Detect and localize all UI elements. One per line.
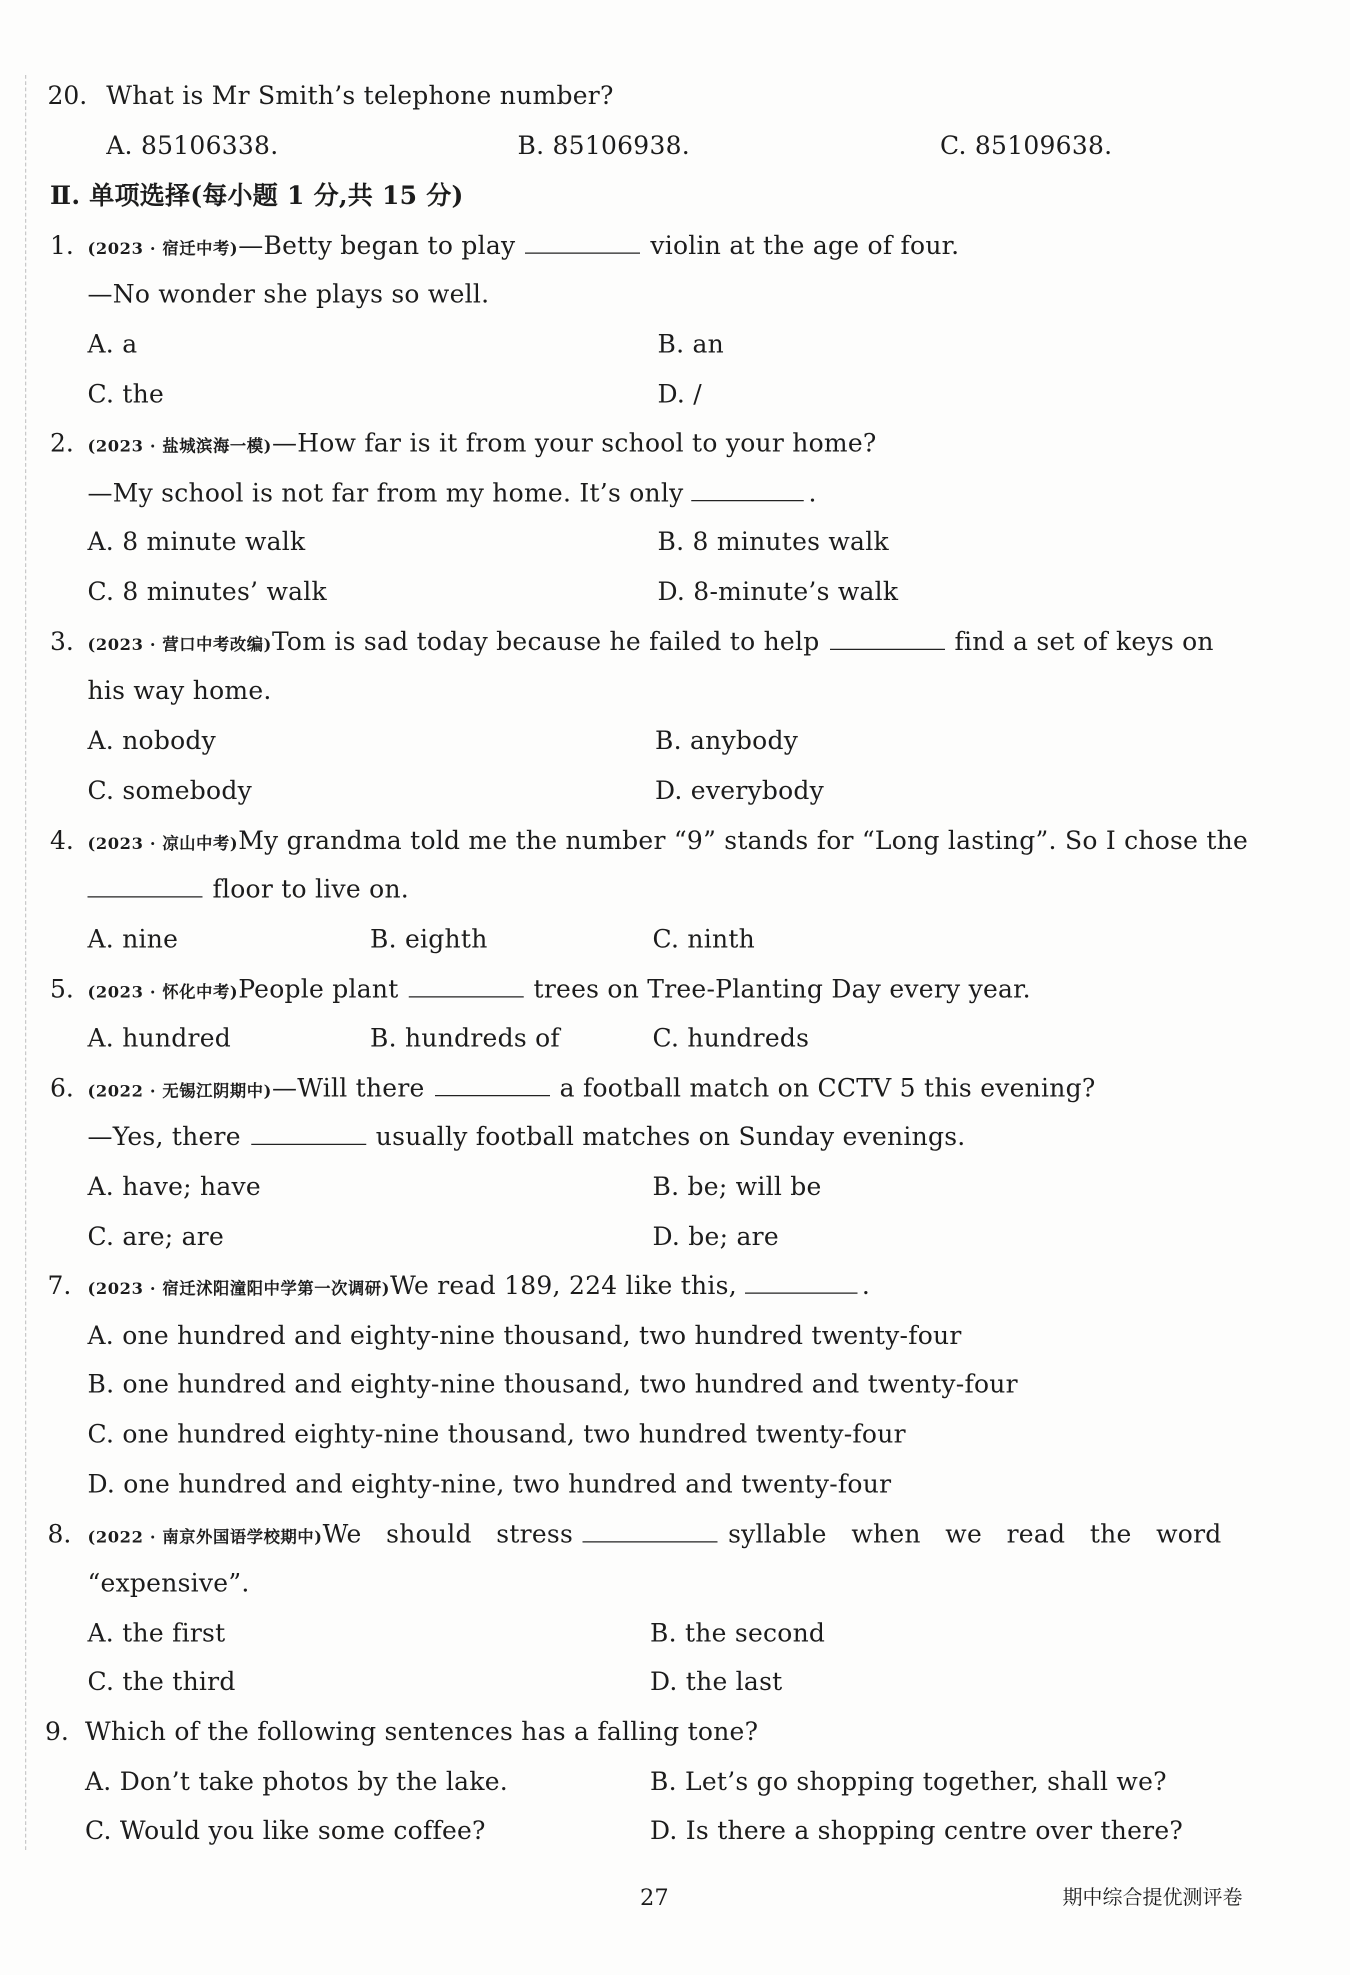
option-a: A. Don’t take photos by the lake. [85,1766,508,1797]
binding-margin-line [25,75,26,1850]
answer-blank [583,1519,718,1543]
answer-blank [525,230,640,254]
option-c: C. are; are [87,1221,225,1252]
option-b: B. an [657,328,725,359]
section-heading: Ⅱ. 单项选择(每小题 1 分,共 15 分) [50,180,464,210]
option-b: B. be; will be [652,1171,822,1202]
option-c: C. Would you like some coffee? [85,1815,486,1845]
question-number: 3. [50,626,74,657]
option-a: A. 85106338. [106,130,279,160]
source-tag: (2022 · 无锡江阴期中) [87,1082,272,1102]
option-a: A. one hundred and eighty-nine thousand, two hundred twenty-four [87,1320,962,1350]
question-line: —Yes, there usually football matches on Sunday evenings. [87,1121,966,1152]
question-stem: (2023 · 营口中考改编)Tom is sad today because he failed to help find a set of keys on [87,626,1214,657]
question-line: —No wonder she plays so well. [87,278,490,309]
option-b: B. Let’s go shopping together, shall we? [650,1766,1167,1797]
question-stem: (2023 · 怀化中考)People plant trees on Tree-Planting Day every year. [87,973,1031,1004]
question-stem: (2022 · 南京外国语学校期中)We should stress syllable when we read the word [87,1518,1222,1549]
source-tag: (2023 · 宿迁沭阳潼阳中学第一次调研) [87,1280,391,1299]
answer-blank [251,1121,366,1145]
answer-blank [88,874,203,898]
option-a: A. nine [87,923,179,954]
answer-blank [691,478,804,502]
source-tag: (2023 · 怀化中考) [87,983,239,1003]
question-stem: What is Mr Smith’s telephone number? [106,80,614,110]
option-b: B. the second [650,1617,826,1648]
question-number: 8. [47,1518,72,1549]
option-d: D. 8-minute’s walk [657,576,899,607]
question-number: 4. [50,825,74,855]
option-d: D. / [657,378,702,409]
option-c: C. 85109638. [940,130,1113,160]
option-d: D. Is there a shopping centre over there? [650,1815,1184,1845]
question-number: 1. [50,230,74,260]
footer-title: 期中综合提优测评卷 [1062,1885,1243,1909]
option-a: A. hundred [87,1022,232,1053]
option-d: D. be; are [652,1221,779,1252]
source-tag: (2022 · 南京外国语学校期中) [87,1528,323,1548]
option-a: A. nobody [87,725,217,755]
question-number: 5. [50,973,74,1004]
option-a: A. 8 minute walk [87,526,306,557]
option-c: C. ninth [652,923,755,954]
question-number: 2. [50,427,74,458]
question-stem: (2023 · 盐城滨海一模)—How far is it from your school to your home? [87,427,877,458]
option-b: B. 8 minutes walk [657,526,889,557]
question-number: 7. [47,1270,72,1300]
option-c: C. the [87,378,165,409]
question-stem: (2023 · 宿迁中考)—Betty began to play violin at the age of four. [87,230,960,260]
option-b: B. anybody [655,725,799,755]
option-d: D. one hundred and eighty-nine, two hundred and twenty-four [87,1468,892,1499]
source-tag: (2023 · 盐城滨海一模) [87,437,272,457]
question-line: his way home. [87,675,272,705]
option-c: C. hundreds [652,1022,810,1053]
question-number: 6. [50,1072,74,1103]
question-line: floor to live on. [88,873,410,906]
option-a: A. a [87,328,138,359]
option-d: D. the last [650,1666,783,1697]
source-tag: (2023 · 凉山中考) [87,835,239,854]
option-c: C. 8 minutes’ walk [87,576,327,607]
question-stem: (2023 · 凉山中考)My grandma told me the number “9” stands for “Long lasting”. So I chose the [87,825,1249,855]
option-a: A. have; have [87,1171,261,1202]
question-line: —My school is not far from my home. It’s only . [87,477,817,508]
option-b: B. 85106938. [517,130,690,160]
option-b: B. hundreds of [370,1022,560,1053]
question-number: 9. [45,1716,69,1747]
question-stem: Which of the following sentences has a falling tone? [85,1716,759,1747]
option-d: D. everybody [655,775,825,805]
source-tag: (2023 · 宿迁中考) [87,240,239,259]
option-c: C. one hundred eighty-nine thousand, two hundred twenty-four [87,1418,906,1449]
option-b: B. one hundred and eighty-nine thousand, two hundred and twenty-four [87,1368,1018,1399]
page-number: 27 [640,1885,669,1912]
question-stem: (2023 · 宿迁沭阳潼阳中学第一次调研)We read 189, 224 like this, . [87,1270,871,1300]
answer-blank [435,1073,550,1097]
question-stem: (2022 · 无锡江阴期中)—Will there a football match on CCTV 5 this evening? [87,1072,1096,1103]
option-b: B. eighth [370,923,488,954]
source-tag: (2023 · 营口中考改编) [87,636,272,655]
question-line: “expensive”. [87,1567,250,1598]
answer-blank [829,626,944,650]
option-c: C. the third [87,1666,236,1697]
answer-blank [409,974,524,998]
option-a: A. the first [87,1617,226,1648]
question-number: 20. [47,80,88,110]
option-c: C. somebody [87,775,252,805]
answer-blank [744,1270,857,1294]
